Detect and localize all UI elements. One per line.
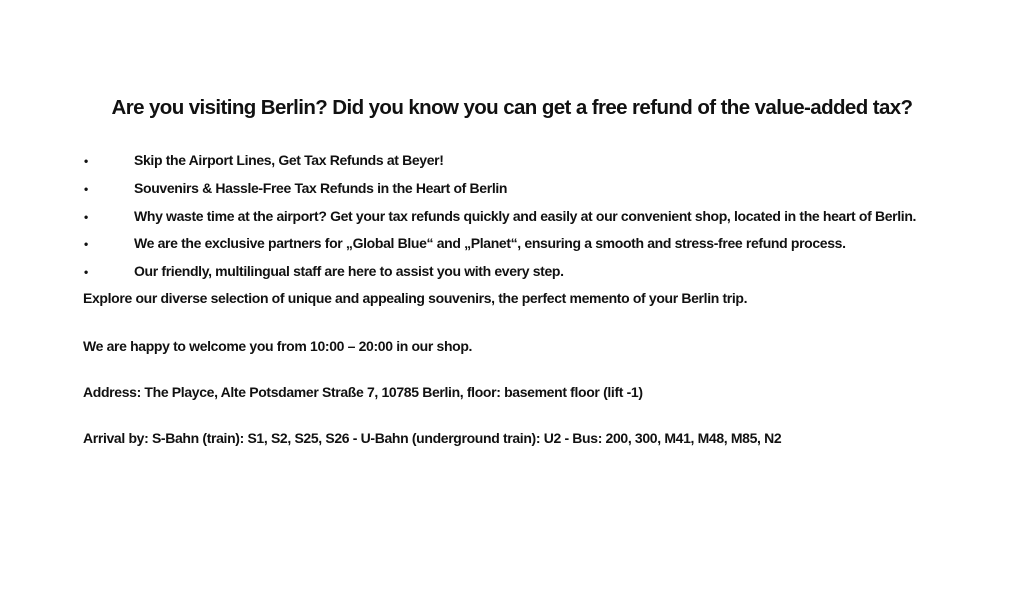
arrival-paragraph: Arrival by: S-Bahn (train): S1, S2, S25, S26 - U-Bahn (underground train): U2 - Bus: 200, 300, M41, M48, M85, N2	[83, 430, 782, 446]
bullet-dot-icon: •	[84, 209, 88, 224]
bullet-text: We are the exclusive partners for „Global Blue“ and „Planet“, ensuring a smooth and stress-free refund process.	[134, 235, 846, 252]
bullet-item	[84, 203, 916, 231]
explore-paragraph: Explore our diverse selection of unique and appealing souvenirs, the perfect memento of your Berlin trip.	[83, 290, 748, 306]
bullet-item	[84, 147, 916, 175]
bullet-text: Our friendly, multilingual staff are here to assist you with every step.	[134, 263, 564, 280]
bullet-item	[84, 258, 916, 286]
bullet-text: Why waste time at the airport? Get your tax refunds quickly and easily at our convenient shop, located in the heart of Berlin.	[134, 207, 917, 224]
bullet-item	[84, 230, 916, 258]
bullet-text: Skip the Airport Lines, Get Tax Refunds at Beyer!	[134, 152, 444, 168]
bullet-item	[84, 175, 916, 203]
bullet-text: Souvenirs & Hassle-Free Tax Refunds in the Heart of Berlin	[134, 179, 508, 196]
address-paragraph: Address: The Playce, Alte Potsdamer Straße 7, 10785 Berlin, floor: basement floor (lift -1)	[83, 384, 643, 400]
bullet-dot-icon: •	[84, 265, 88, 280]
headline: Are you visiting Berlin? Did you know you can get a free refund of the value-added tax?	[111, 96, 913, 119]
bullet-list	[84, 147, 916, 286]
bullet-dot-icon: •	[84, 154, 88, 168]
bullet-dot-icon: •	[84, 181, 88, 196]
opening-hours-paragraph: We are happy to welcome you from 10:00 – 20:00 in our shop.	[83, 338, 473, 354]
bullet-dot-icon: •	[84, 237, 88, 252]
